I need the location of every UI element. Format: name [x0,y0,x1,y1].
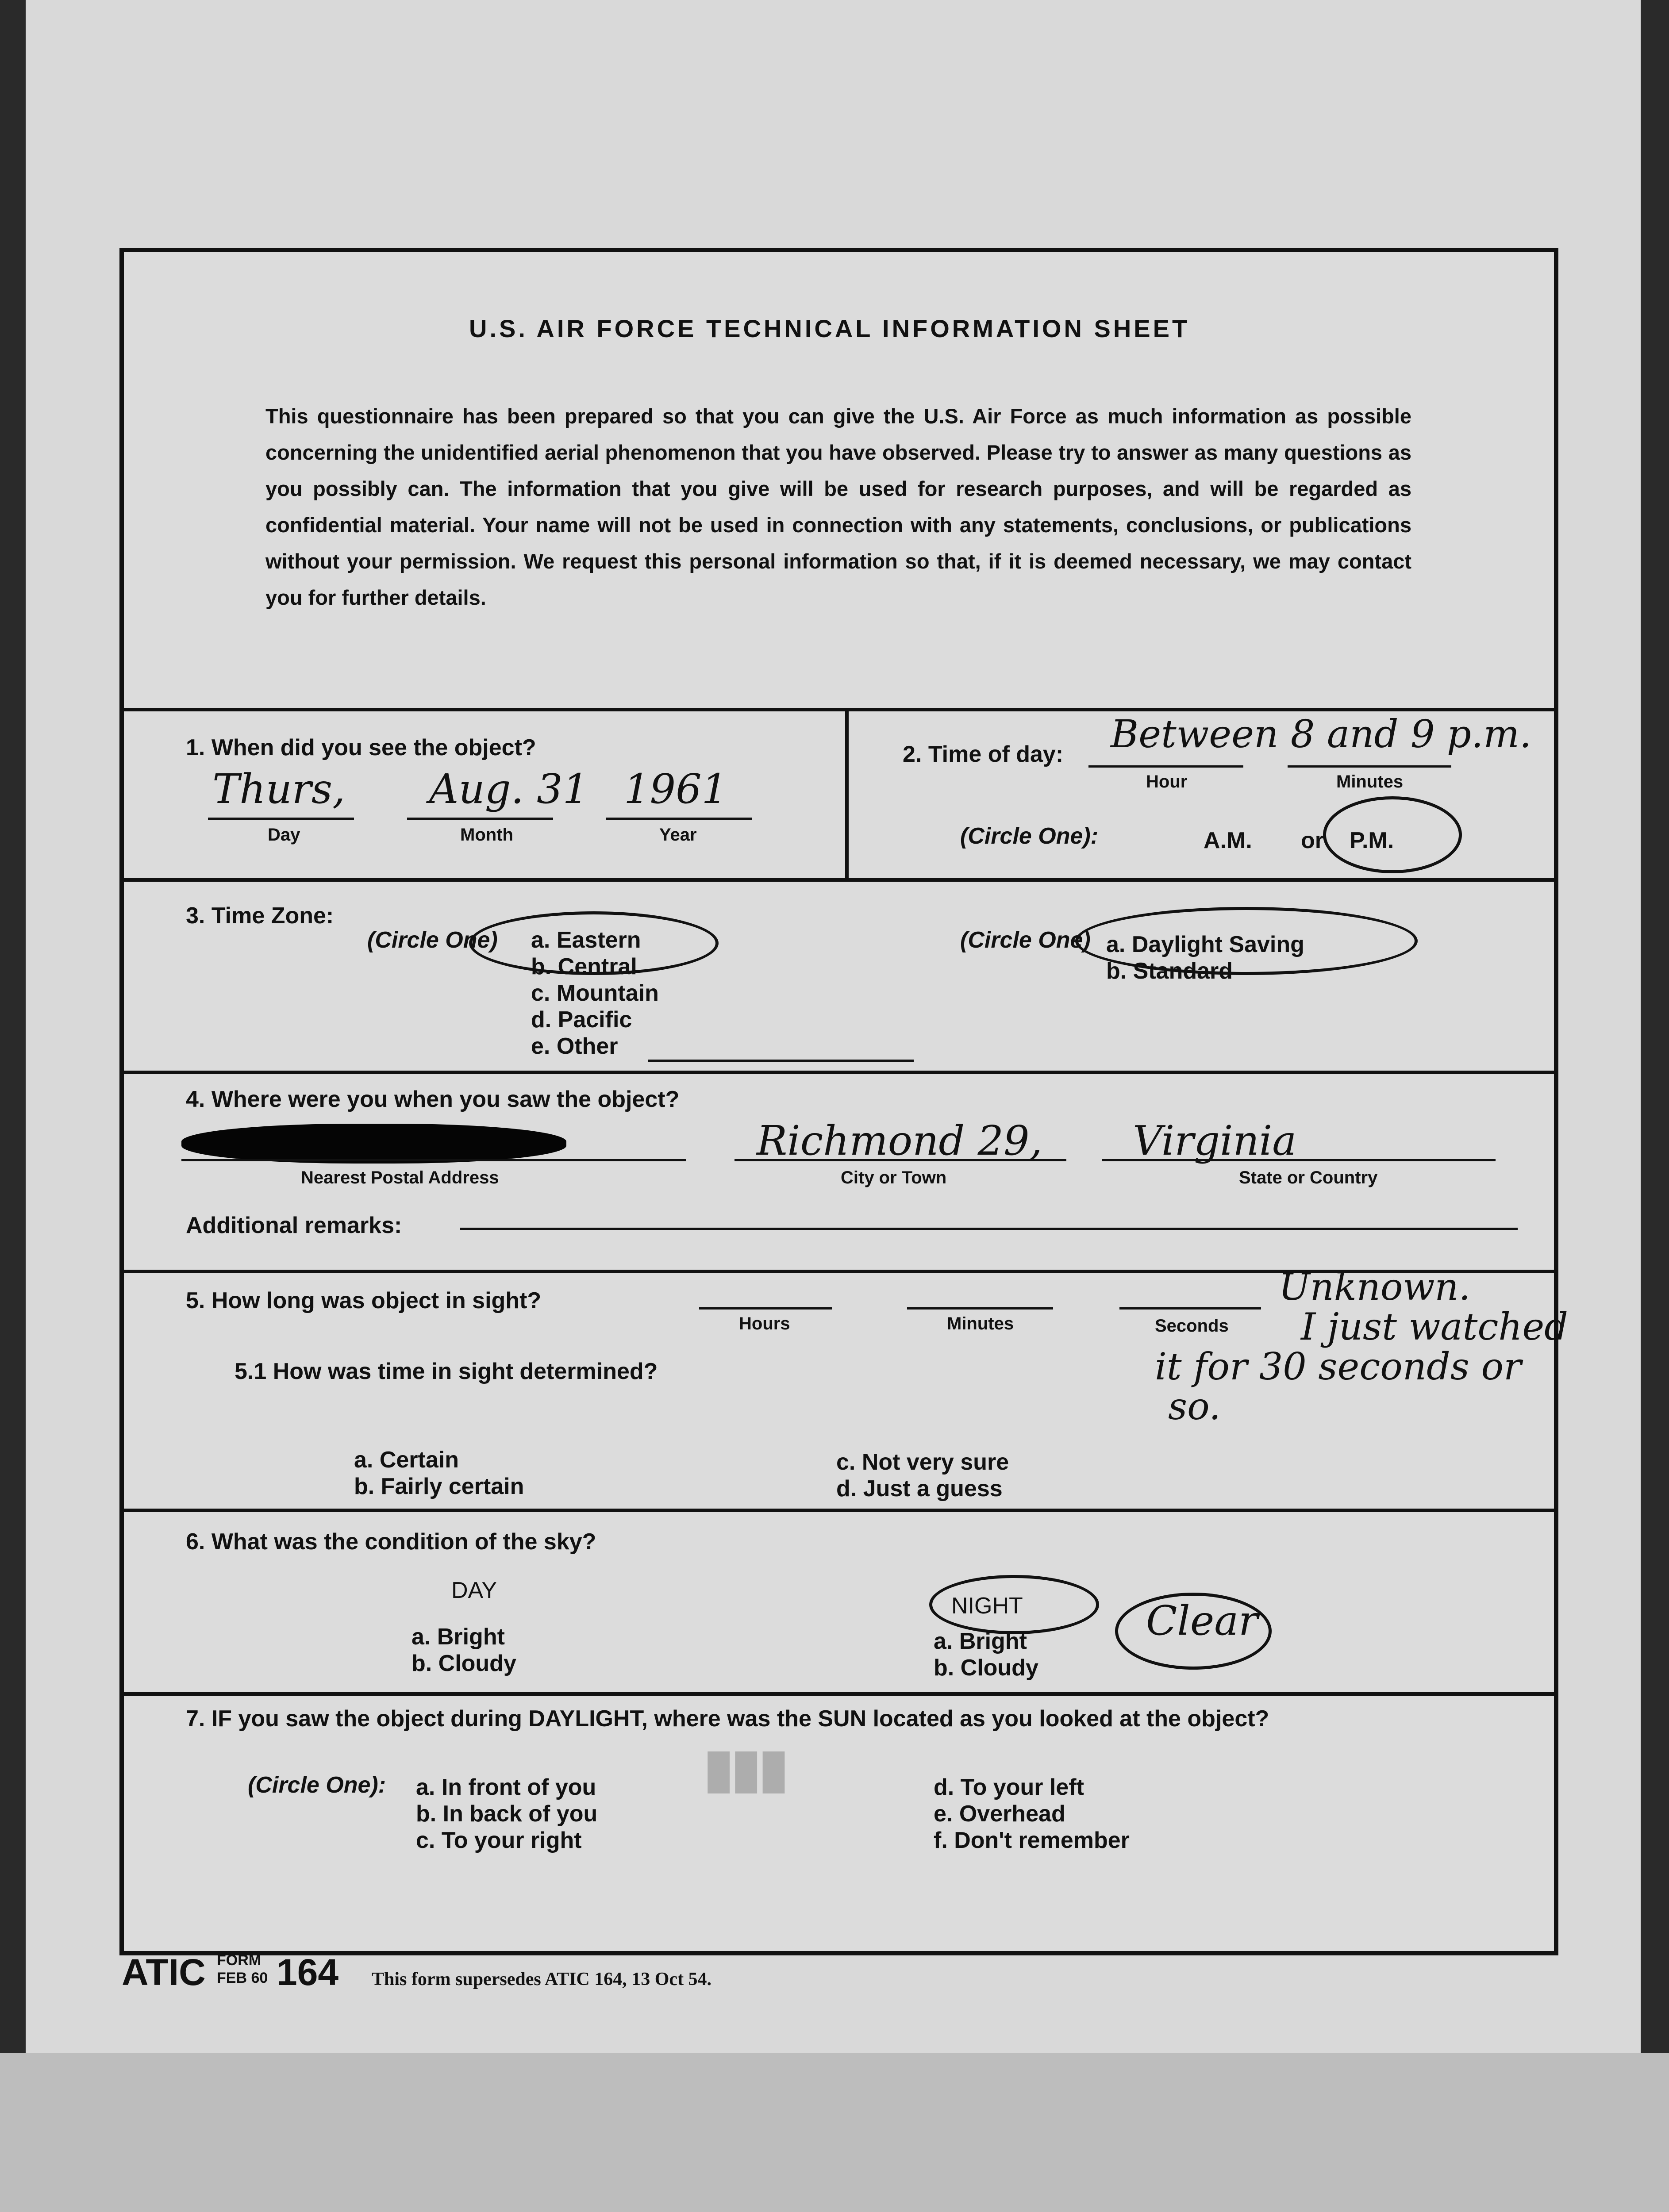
information-sheet-form [119,248,1568,1955]
q5-option-just-a-guess: d. Just a guess [836,1476,1003,1502]
q1-month-answer: Aug. 31 [429,765,589,813]
q5-seconds-label: Seconds [1155,1316,1229,1336]
q3-daylight-circle [1075,907,1418,975]
q5-answer-line-2: I just watched [1301,1305,1568,1348]
q4-state-answer: Virginia [1133,1117,1297,1164]
received-stamp: ███ [708,1752,791,1793]
q3-circle-one: (Circle One) [367,927,498,953]
q4-address-line [181,1159,686,1161]
intro-paragraph: This questionnaire has been prepared so that you can give the U.S. Air Force as much information as possible concerning the unidentified aerial phenomenon that you have observed. Please try to answer as many questions as you possibly can. The information that you give will be used for research purposes, and will be regarded as confidential material. Your name will not be used in connection with any statements, conclusions, or publications without your permission. We request this personal information so that, if it is deemed necessary, we may contact you for further details. [265,404,1411,609]
q6-night-heading: NIGHT [951,1593,1023,1619]
footer-supersedes: This form supersedes ATIC 164, 13 Oct 54. [372,1969,712,1989]
q2-hour-line [1088,765,1243,768]
q5-seconds-line [1119,1307,1261,1310]
q7-option-overhead: e. Overhead [934,1801,1065,1827]
q2-hour-label: Hour [1146,772,1188,791]
q4-city-label: City or Town [841,1168,947,1187]
q3-zone-eastern: a. Eastern [531,927,641,953]
q5-answer-line-4: so. [1168,1385,1221,1428]
q5-option-fairly-certain: b. Fairly certain [354,1474,524,1499]
redaction-mark [181,1124,566,1164]
q1-month-line [407,818,553,820]
q5-answer-line-1: Unknown. [1279,1265,1471,1309]
q6-answer-clear: Clear [1146,1597,1258,1644]
q3-zone-pacific: d. Pacific [531,1007,632,1033]
background-page [0,2053,1669,2212]
q2-am-option: A.M. [1204,828,1252,853]
q4-remarks-label: Additional remarks: [186,1213,402,1238]
q6-clear-circle [1115,1593,1272,1670]
footer-form-number: 164 [277,1951,339,1993]
q2-minutes-label: Minutes [1336,772,1404,791]
q3-circle-one-right: (Circle One) [960,927,1091,953]
q6-day-bright: a. Bright [411,1624,505,1650]
q4-question: 4. Where were you when you saw the object? [186,1087,680,1112]
q5-hours-label: Hours [739,1314,790,1333]
divider-2 [124,878,1554,882]
q7-option-left: d. To your left [934,1774,1084,1800]
q6-question: 6. What was the condition of the sky? [186,1529,596,1555]
q4-state-line [1102,1159,1496,1161]
q2-pm-option: P.M. [1350,828,1394,853]
q1-question: 1. When did you see the object? [186,735,536,760]
q2-pm-circle [1323,796,1462,873]
form-title: U.S. AIR FORCE TECHNICAL INFORMATION SHEET [469,315,1190,342]
footer-atic: ATIC [122,1951,206,1993]
q1-day-line [208,818,354,820]
q5-question: 5. How long was object in sight? [186,1288,542,1313]
divider-6 [124,1692,1554,1696]
q5-sub-question: 5.1 How was time in sight determined? [235,1359,658,1384]
q4-remarks-line [460,1228,1518,1230]
q2-time-answer: Between 8 and 9 p.m. [1111,712,1532,757]
footer-form-word: FORM [217,1952,262,1969]
q7-option-dont-remember: f. Don't remember [934,1828,1130,1853]
q3-question: 3. Time Zone: [186,903,334,929]
q5-option-certain: a. Certain [354,1447,459,1473]
q2-minutes-line [1288,765,1451,768]
q6-night-bright: a. Bright [934,1628,1027,1654]
q6-night-circle [929,1575,1099,1634]
q1-year-line [606,818,752,820]
q7-circle-one: (Circle One): [248,1772,386,1798]
q3-zone-mountain: c. Mountain [531,980,659,1006]
q1-month-label: Month [460,825,513,845]
q3-eastern-circle [469,911,719,975]
divider-3 [124,1071,1554,1074]
q5-minutes-label: Minutes [947,1314,1014,1333]
q1-year-label: Year [659,825,697,845]
q2-circle-one: (Circle One): [960,823,1099,849]
q7-option-front: a. In front of you [416,1774,596,1800]
q4-state-label: State or Country [1239,1168,1378,1187]
q3-standard: b. Standard [1106,958,1233,984]
divider-1 [124,708,1554,711]
q4-city-line [735,1159,1066,1161]
q5-hours-line [699,1307,832,1310]
q7-option-right: c. To your right [416,1828,582,1853]
q1-day-answer: Thurs, [212,765,346,813]
q3-zone-other: e. Other [531,1033,618,1059]
q5-option-not-very-sure: c. Not very sure [836,1449,1009,1475]
q2-question: 2. Time of day: [903,741,1064,767]
q3-other-line [648,1060,914,1062]
q3-daylight-saving: a. Daylight Saving [1106,932,1304,957]
q5-minutes-line [907,1307,1053,1310]
q2-or: or [1301,828,1324,853]
q1-year-answer: 1961 [624,765,728,813]
q6-day-cloudy: b. Cloudy [411,1651,516,1676]
q1-day-label: Day [268,825,300,845]
q4-city-answer: Richmond 29, [757,1117,1042,1164]
divider-q1-q2 [845,708,849,878]
q5-answer-line-3: it for 30 seconds or [1155,1345,1522,1388]
q7-question: 7. IF you saw the object during DAYLIGHT, where was the SUN located as you looked at the object? [186,1706,1269,1732]
q3-zone-central: b. Central [531,954,637,979]
q7-option-back: b. In back of you [416,1801,598,1827]
q6-night-cloudy: b. Cloudy [934,1655,1038,1681]
footer-form-date: FEB 60 [217,1970,268,1986]
q6-day-heading: DAY [451,1578,497,1603]
q4-address-label: Nearest Postal Address [301,1168,499,1187]
divider-5 [124,1509,1554,1512]
